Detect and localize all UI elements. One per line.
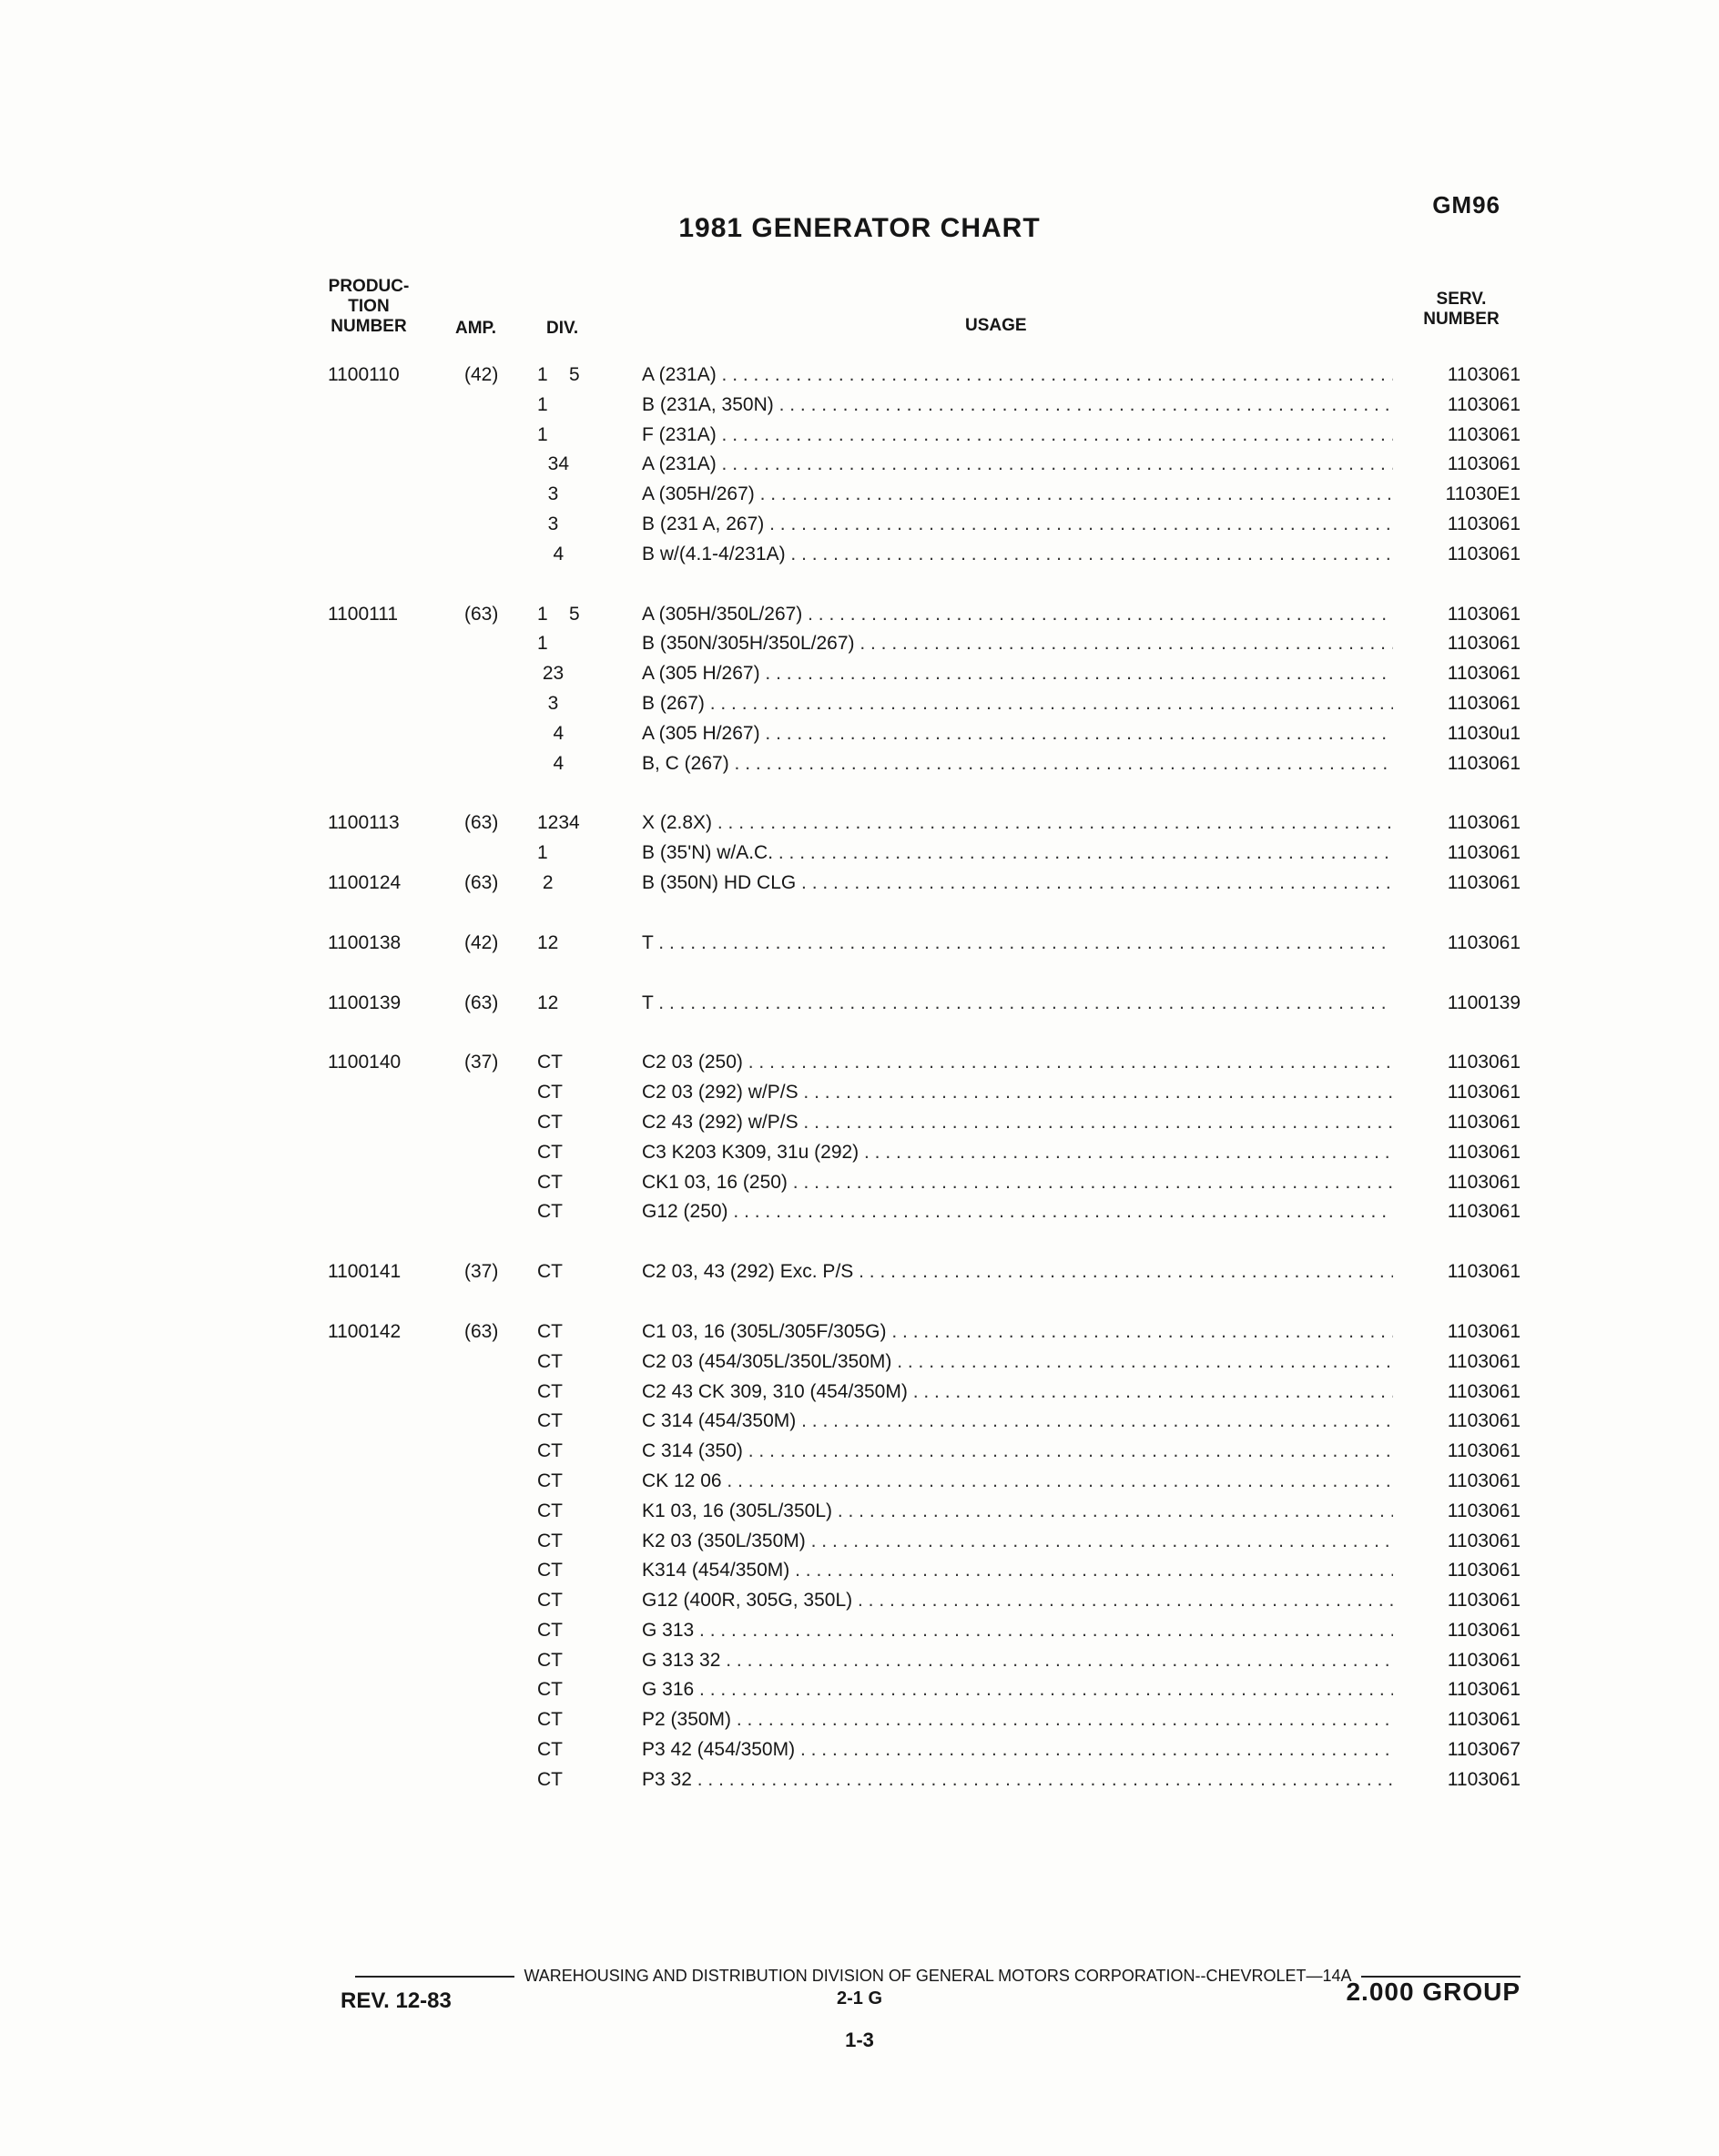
amp-cell: (63) — [464, 992, 499, 1013]
table-row — [328, 1197, 1521, 1227]
table-row — [328, 1348, 1521, 1378]
usage-cell: K314 (454/350M) . . . — [642, 1556, 1393, 1586]
div-cell: CT — [537, 1560, 563, 1581]
service-number-cell: 1103061 — [1447, 1350, 1521, 1372]
div-cell: 4 — [537, 752, 565, 774]
table-row — [328, 1078, 1521, 1108]
table-row — [328, 1705, 1521, 1735]
table-row — [328, 1467, 1521, 1497]
service-number-cell: 1103061 — [1447, 393, 1521, 415]
production-number-cell: 1100141 — [328, 1261, 402, 1283]
service-number-cell: 1103061 — [1447, 1560, 1521, 1581]
production-number-cell: 1100140 — [328, 1052, 402, 1073]
table-row — [328, 1317, 1521, 1348]
usage-cell: CK 12 06 . . . — [642, 1467, 1393, 1497]
service-number-cell: 1103061 — [1447, 1530, 1521, 1551]
usage-cell: T . . . — [642, 989, 1393, 1019]
usage-cell: G12 (400R, 305G, 350L) . . . — [642, 1586, 1393, 1616]
div-cell: CT — [537, 1470, 563, 1491]
amp-cell: (37) — [464, 1052, 499, 1073]
service-number-cell: 1103061 — [1447, 543, 1521, 564]
div-cell: 3 — [537, 692, 559, 714]
service-number-cell: 1103061 — [1447, 423, 1521, 445]
production-number-cell: 1100110 — [328, 364, 400, 385]
service-number-cell: 1103061 — [1447, 1052, 1521, 1073]
div-cell: CT — [537, 1410, 563, 1432]
table-row — [328, 1437, 1521, 1467]
service-number-cell: 1100139 — [1447, 992, 1521, 1013]
usage-cell: P3 32 . . . — [642, 1765, 1393, 1795]
div-cell: CT — [537, 1261, 563, 1283]
service-number-cell: 1103061 — [1447, 603, 1521, 625]
usage-cell: C3 K203 K309, 31u (292) . . . — [642, 1138, 1393, 1168]
table-row — [328, 480, 1521, 510]
usage-cell: B (350N/305H/350L/267) . . . — [642, 629, 1393, 659]
service-number-cell: 1103061 — [1447, 1709, 1521, 1731]
usage-cell: C2 03 (250) . . . — [642, 1048, 1393, 1078]
div-cell: 12 — [537, 931, 559, 953]
usage-cell: A (305 H/267) . . . — [642, 659, 1393, 689]
table-row — [328, 989, 1521, 1019]
usage-cell: B (35'N) w/A.C. . . . — [642, 839, 1393, 869]
usage-cell: B (231A, 350N) . . . — [642, 391, 1393, 421]
service-number-cell: 1103061 — [1447, 1768, 1521, 1790]
table-row — [328, 629, 1521, 659]
service-number-cell: 1103061 — [1447, 1082, 1521, 1103]
table-group — [328, 808, 1521, 898]
table-row — [328, 1497, 1521, 1527]
div-cell: CT — [537, 1440, 563, 1462]
div-cell: 3 — [537, 483, 559, 505]
table-row — [328, 1048, 1521, 1078]
usage-cell: A (305H/350L/267) . . . — [642, 600, 1393, 630]
service-number-cell: 1103061 — [1447, 1171, 1521, 1193]
table-row — [328, 450, 1521, 480]
amp-cell: (42) — [464, 364, 499, 385]
amp-cell: (42) — [464, 931, 499, 953]
table-row — [328, 510, 1521, 540]
div-cell: CT — [537, 1500, 563, 1521]
service-number-cell: 1103061 — [1447, 1380, 1521, 1402]
div-cell: CT — [537, 1619, 563, 1641]
table-group — [328, 1048, 1521, 1227]
service-number-cell: 1103061 — [1447, 633, 1521, 655]
div-cell: 1234 — [537, 812, 580, 834]
service-number-cell: 1103061 — [1447, 1141, 1521, 1163]
amp-cell: (63) — [464, 871, 499, 893]
production-number-cell: 1100113 — [328, 812, 400, 834]
table-row — [328, 1556, 1521, 1586]
service-number-cell: 1103061 — [1447, 1500, 1521, 1521]
table-group — [328, 929, 1521, 959]
table-row — [328, 540, 1521, 570]
usage-cell: B (231 A, 267) . . . — [642, 510, 1393, 540]
column-header-div: DIV. — [546, 319, 579, 338]
service-number-cell: 1103061 — [1447, 663, 1521, 685]
table-row — [328, 1378, 1521, 1408]
usage-cell: C2 43 CK 309, 310 (454/350M) . . . — [642, 1378, 1393, 1408]
service-number-cell: 1103061 — [1447, 1679, 1521, 1701]
column-header-production-number: PRODUC- TION NUMBER — [328, 277, 410, 336]
usage-cell: B, C (267) . . . — [642, 749, 1393, 779]
group-label: 2.000 GROUP — [1346, 1978, 1521, 2006]
table-row — [328, 808, 1521, 839]
service-number-cell: 1103061 — [1447, 513, 1521, 534]
service-number-cell: 1103061 — [1447, 1619, 1521, 1641]
production-number-cell: 1100124 — [328, 871, 402, 893]
table-row — [328, 600, 1521, 630]
footer-division-text: WAREHOUSING AND DISTRIBUTION DIVISION OF GENERAL MOTORS CORPORATION--CHEVROLET—14A — [524, 1967, 1352, 1985]
table-row — [328, 1646, 1521, 1676]
div-cell: CT — [537, 1649, 563, 1671]
section-label: 2-1 G — [836, 1988, 883, 2009]
div-cell: CT — [537, 1739, 563, 1761]
div-cell: 23 — [537, 663, 565, 685]
div-cell: CT — [537, 1590, 563, 1612]
service-number-cell: 1103061 — [1447, 1649, 1521, 1671]
div-cell: CT — [537, 1350, 563, 1372]
amp-cell: (63) — [464, 1320, 499, 1342]
table-row — [328, 1407, 1521, 1437]
usage-cell: CK1 03, 16 (250) . . . — [642, 1168, 1393, 1198]
div-cell: CT — [537, 1320, 563, 1342]
div-cell: CT — [537, 1679, 563, 1701]
usage-cell: T . . . — [642, 929, 1393, 959]
production-number-cell: 1100138 — [328, 931, 402, 953]
div-cell: CT — [537, 1171, 563, 1193]
usage-cell: F (231A) . . . — [642, 421, 1393, 451]
service-number-cell: 1103061 — [1447, 1320, 1521, 1342]
usage-cell: G 316 . . . — [642, 1675, 1393, 1705]
generator-chart-table — [328, 361, 1521, 1825]
service-number-cell: 1103061 — [1447, 1440, 1521, 1462]
service-number-cell: 11030u1 — [1447, 722, 1521, 744]
service-number-cell: 1103061 — [1447, 1470, 1521, 1491]
usage-cell: A (305 H/267) . . . — [642, 719, 1393, 749]
service-number-cell: 1103061 — [1447, 1111, 1521, 1133]
amp-cell: (63) — [464, 603, 499, 625]
div-cell: CT — [537, 1141, 563, 1163]
service-number-cell: 1103061 — [1447, 1261, 1521, 1283]
production-number-cell: 1100142 — [328, 1320, 402, 1342]
usage-cell: B (267) . . . — [642, 689, 1393, 719]
usage-cell: K1 03, 16 (305L/350L) . . . — [642, 1497, 1393, 1527]
revision-label: REV. 12-83 — [341, 1988, 452, 2013]
table-row — [328, 1108, 1521, 1138]
table-row — [328, 1168, 1521, 1198]
div-cell: CT — [537, 1052, 563, 1073]
table-row — [328, 869, 1521, 899]
div-cell: CT — [537, 1111, 563, 1133]
table-row — [328, 749, 1521, 779]
production-number-cell: 1100111 — [328, 603, 399, 625]
table-row — [328, 1765, 1521, 1795]
column-header-service-number: SERV. NUMBER — [1423, 290, 1500, 329]
table-group — [328, 1257, 1521, 1287]
usage-cell: X (2.8X) . . . — [642, 808, 1393, 839]
div-cell: 1 — [537, 842, 548, 864]
service-number-cell: 1103061 — [1447, 1410, 1521, 1432]
service-number-cell: 1103061 — [1447, 931, 1521, 953]
amp-cell: (63) — [464, 812, 499, 834]
usage-cell: P2 (350M) . . . — [642, 1705, 1393, 1735]
service-number-cell: 1103061 — [1447, 692, 1521, 714]
service-number-cell: 11030E1 — [1445, 483, 1521, 505]
div-cell: 1 5 — [537, 364, 580, 385]
usage-cell: A (305H/267) . . . — [642, 480, 1393, 510]
service-number-cell: 1103061 — [1447, 842, 1521, 864]
usage-cell: C 314 (454/350M) . . . — [642, 1407, 1393, 1437]
page-number: 1-3 — [845, 2029, 874, 2051]
usage-cell: G 313 32 . . . — [642, 1646, 1393, 1676]
table-row — [328, 929, 1521, 959]
table-group — [328, 600, 1521, 779]
div-cell: 1 — [537, 633, 548, 655]
usage-cell: G12 (250) . . . — [642, 1197, 1393, 1227]
usage-cell: G 313 . . . — [642, 1616, 1393, 1646]
table-row — [328, 361, 1521, 391]
usage-cell: C2 03, 43 (292) Exc. P/S . . . — [642, 1257, 1393, 1287]
table-row — [328, 391, 1521, 421]
usage-cell: B w/(4.1-4/231A) . . . — [642, 540, 1393, 570]
div-cell: 1 5 — [537, 603, 580, 625]
page-title: 1981 GENERATOR CHART — [678, 213, 1041, 243]
service-number-cell: 1103061 — [1447, 1201, 1521, 1223]
service-number-cell: 1103061 — [1447, 453, 1521, 475]
table-group — [328, 989, 1521, 1019]
production-number-cell: 1100139 — [328, 992, 402, 1013]
usage-cell: C2 43 (292) w/P/S . . . — [642, 1108, 1393, 1138]
column-header-usage: USAGE — [965, 316, 1027, 335]
table-row — [328, 659, 1521, 689]
table-row — [328, 1586, 1521, 1616]
usage-cell: A (231A) . . . — [642, 361, 1393, 391]
div-cell: 3 — [537, 513, 559, 534]
table-row — [328, 1675, 1521, 1705]
div-cell: CT — [537, 1201, 563, 1223]
service-number-cell: 1103061 — [1447, 871, 1521, 893]
usage-cell: C 314 (350) . . . — [642, 1437, 1393, 1467]
table-row — [328, 1257, 1521, 1287]
div-cell: 1 — [537, 393, 548, 415]
document-code: GM96 — [1432, 191, 1500, 219]
div-cell: CT — [537, 1082, 563, 1103]
usage-cell: K2 03 (350L/350M) . . . — [642, 1527, 1393, 1557]
column-header-amp: AMP. — [455, 319, 497, 338]
service-number-cell: 1103061 — [1447, 752, 1521, 774]
table-group — [328, 361, 1521, 570]
usage-cell: P3 42 (454/350M) . . . — [642, 1735, 1393, 1765]
service-number-cell: 1103061 — [1447, 364, 1521, 385]
service-number-cell: 1103061 — [1447, 812, 1521, 834]
div-cell: CT — [537, 1768, 563, 1790]
usage-cell: C2 03 (454/305L/350L/350M) . . . — [642, 1348, 1393, 1378]
table-group — [328, 1317, 1521, 1795]
usage-cell: C1 03, 16 (305L/305F/305G) . . . — [642, 1317, 1393, 1348]
table-row — [328, 1735, 1521, 1765]
div-cell: 12 — [537, 992, 559, 1013]
table-row — [328, 1616, 1521, 1646]
div-cell: CT — [537, 1380, 563, 1402]
table-row — [328, 719, 1521, 749]
div-cell: 4 — [537, 543, 565, 564]
div-cell: CT — [537, 1530, 563, 1551]
div-cell: CT — [537, 1709, 563, 1731]
service-number-cell: 1103067 — [1447, 1739, 1521, 1761]
usage-cell: A (231A) . . . — [642, 450, 1393, 480]
amp-cell: (37) — [464, 1261, 499, 1283]
footer-rule-left — [355, 1976, 514, 1978]
div-cell: 2 — [537, 871, 554, 893]
div-cell: 4 — [537, 722, 565, 744]
table-row — [328, 421, 1521, 451]
usage-cell: B (350N) HD CLG . . . — [642, 869, 1393, 899]
table-row — [328, 689, 1521, 719]
div-cell: 1 — [537, 423, 548, 445]
table-row — [328, 1527, 1521, 1557]
table-row — [328, 839, 1521, 869]
table-row — [328, 1138, 1521, 1168]
div-cell: 34 — [537, 453, 570, 475]
service-number-cell: 1103061 — [1447, 1590, 1521, 1612]
usage-cell: C2 03 (292) w/P/S . . . — [642, 1078, 1393, 1108]
